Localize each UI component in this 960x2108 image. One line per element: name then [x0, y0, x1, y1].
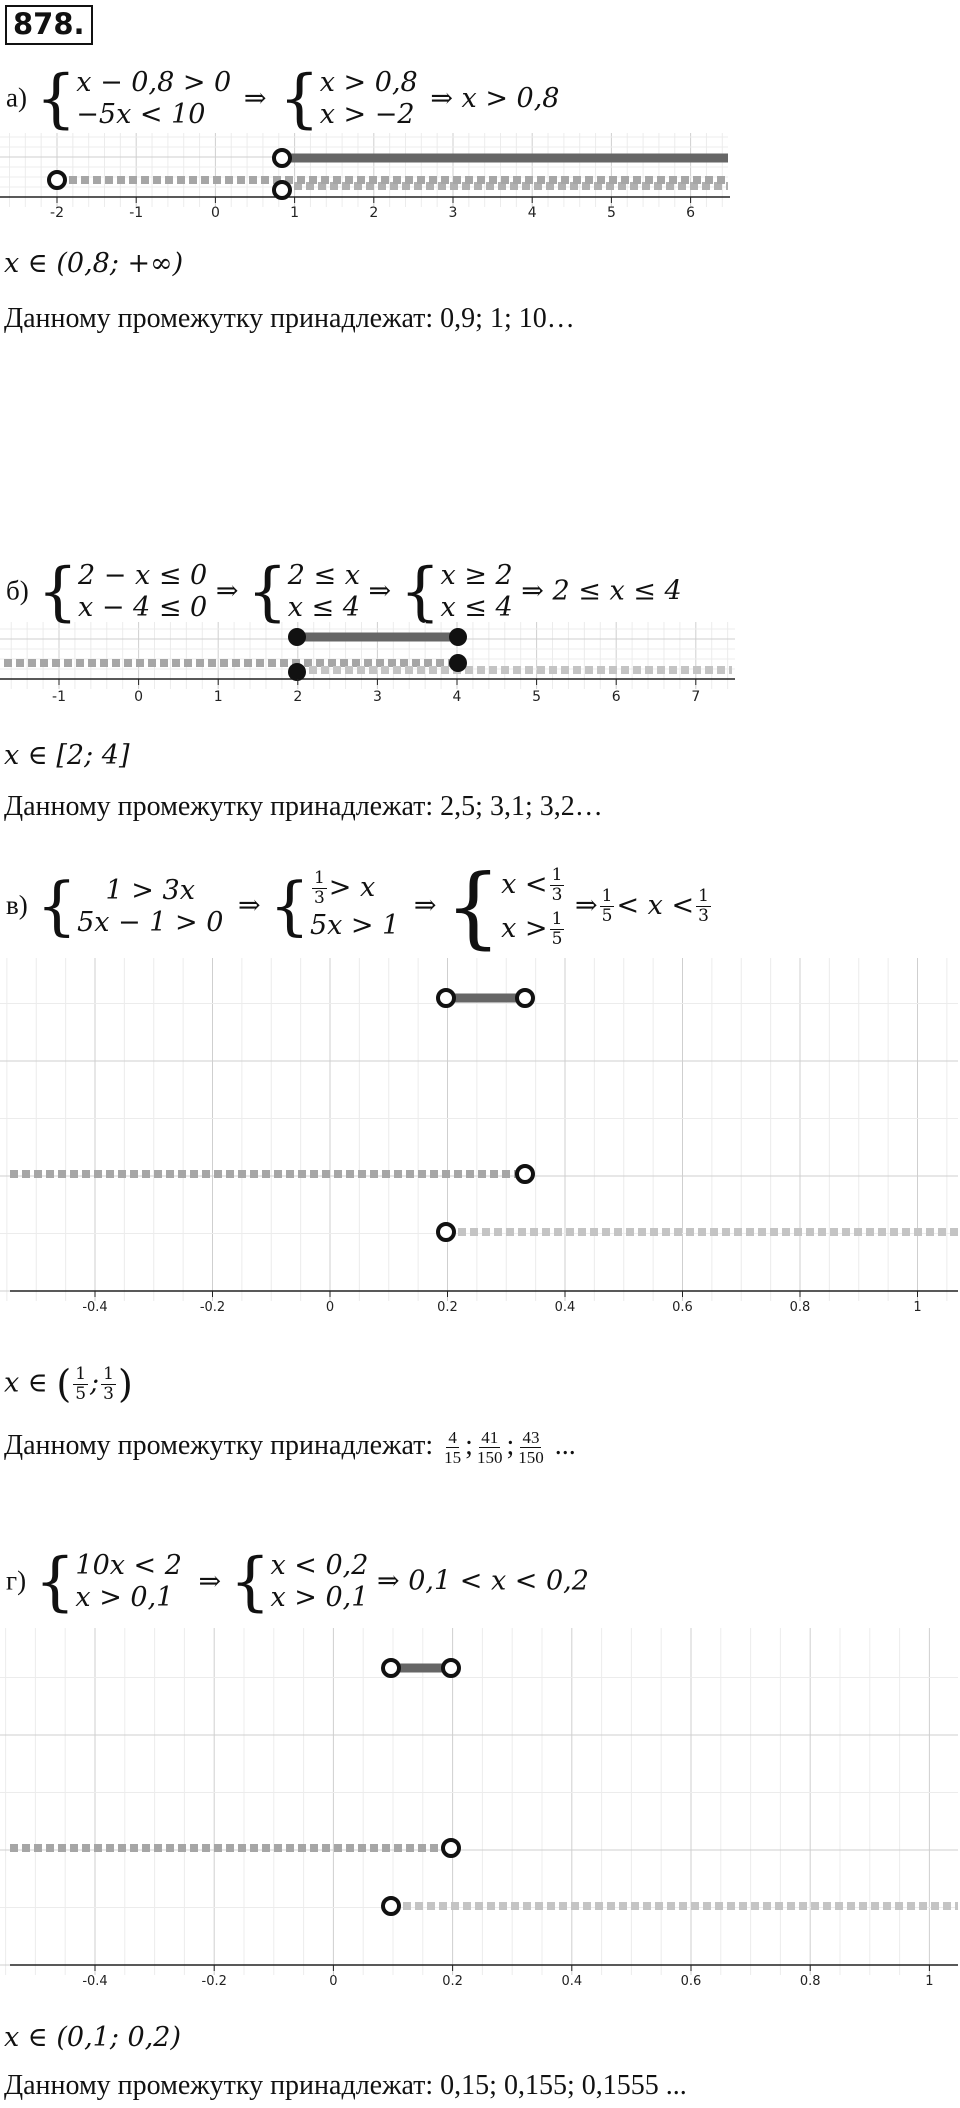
b-step3-1: x ≥ 2 — [440, 560, 513, 591]
tick-label: -0.2 — [201, 1974, 227, 1989]
c-step2-1: $\frac{1}{3}$ > x — [313, 868, 376, 908]
belongs-c-frac-2: $\frac{41}{150}$ — [476, 1428, 503, 1467]
tick-label: 2 — [369, 205, 379, 221]
open-point-fifth-bottom — [438, 1224, 454, 1240]
d-ineq-2: x > 0,1 — [75, 1582, 174, 1613]
tick-labels-c — [82, 1291, 921, 1315]
number-line-a — [0, 125, 740, 235]
d-result: ⇒ 0,1 < x < 0,2 — [377, 1565, 589, 1597]
tick-label: -1 — [52, 689, 66, 705]
system-a: а) { x − 0,8 > 0 −5x < 10 ⇒ { x > 0,8 x > −2 ⇒ x > 0,8 — [6, 62, 560, 136]
system-d: г) { 10x < 2 x > 0,1 ⇒ { x < 0,2 x > 0,1 ⇒ 0,1 < x < 0,2 — [6, 1545, 589, 1619]
tick-label: 2 — [293, 689, 303, 705]
tick-label: 0.4 — [561, 1974, 583, 1989]
system-b: б) { 2 − x ≤ 0 x − 4 ≤ 0 ⇒ { 2 ≤ x x ≤ 4 ⇒ { x ≥ 2 x ≤ 4 ⇒ 2 ≤ x ≤ 4 — [6, 555, 682, 629]
closed-point-4-mid — [449, 654, 467, 672]
open-point-0-2-mid — [443, 1840, 459, 1856]
tick-label: -1 — [129, 205, 144, 221]
answer-c: x ∈ ( $\frac{1}{5}$ ; $\frac{1}{3}$ ) — [4, 1362, 133, 1406]
belongs-a: Данному промежутку принадлежат: 0,9; 1; 10… — [4, 303, 575, 334]
tick-label: 0.8 — [789, 1300, 811, 1315]
tick-label: 0.6 — [672, 1300, 693, 1315]
answer-c-frac-2: $\frac{1}{3}$ — [103, 1363, 114, 1404]
b-step3-2: x ≤ 4 — [440, 592, 513, 623]
answer-a: x ∈ (0,8; +∞) — [4, 248, 184, 279]
system-c: в) { 1 > 3x 5x − 1 > 0 ⇒ { $\frac{1}{3}$ > x 5x > 1 ⇒ { x < $\frac{1}{3}$ x > $\frac{1}{5}$ ⇒ $\frac{1}{5}$ < x < $\frac{1}{3}$ — [6, 855, 713, 958]
tick-label: 6 — [611, 689, 621, 705]
grid-d — [0, 1628, 958, 1975]
tick-label: -0.4 — [82, 1300, 108, 1315]
tick-label: 0 — [325, 1300, 335, 1315]
open-point-0-1-bottom — [383, 1898, 399, 1914]
part-a-label: а) — [6, 82, 27, 113]
grid-c — [0, 958, 958, 1301]
d-step2-2: x > 0,1 — [270, 1582, 369, 1613]
tick-label: 0.2 — [442, 1974, 463, 1989]
c-step3-1: x < $\frac{1}{3}$ — [501, 864, 563, 905]
b-step2-1: 2 ≤ x — [287, 560, 360, 591]
frac-one-third: $\frac{1}{3}$ — [313, 868, 325, 908]
d-step2-1: x < 0,2 — [270, 1550, 369, 1581]
answer-d: x ∈ (0,1; 0,2) — [4, 2022, 182, 2053]
c-step2-2: 5x > 1 — [309, 910, 400, 941]
part-b-label: б) — [6, 575, 29, 606]
b-ineq-2: x − 4 ≤ 0 — [78, 592, 208, 623]
open-point-third-top — [517, 990, 533, 1006]
tick-label: 0.2 — [437, 1300, 458, 1315]
a-simplified-2: x > −2 — [319, 99, 415, 130]
a-arrow-1: ⇒ — [243, 82, 267, 114]
tick-label: 6 — [686, 205, 696, 221]
open-point-third-mid — [517, 1166, 533, 1182]
belongs-b: Данному промежутку принадлежат: 2,5; 3,1; 3,2… — [4, 791, 603, 822]
belongs-c: Данному промежутку принадлежат: $\frac{4}{15}$ ; $\frac{41}{150}$ ; $\frac{43}{150}$ ... — [4, 1428, 576, 1467]
tick-label: 0 — [134, 689, 144, 705]
tick-label: 0.6 — [680, 1974, 702, 1989]
answer-b: x ∈ [2; 4] — [4, 740, 130, 771]
c-arrow-2: ⇒ — [413, 890, 437, 921]
tick-label: 3 — [448, 205, 458, 221]
belongs-c-frac-3: $\frac{43}{150}$ — [518, 1428, 544, 1467]
closed-point-2-bottom — [288, 663, 306, 681]
b-step2-2: x ≤ 4 — [287, 592, 360, 623]
tick-label: 4 — [527, 205, 537, 221]
tick-labels-d — [82, 1965, 933, 1989]
grid-a — [0, 133, 728, 207]
closed-point-4-top — [449, 628, 467, 646]
number-line-d — [0, 1628, 960, 1989]
b-arrow-1: ⇒ — [215, 575, 239, 607]
number-line-c — [0, 958, 960, 1315]
a-simplified-1: x > 0,8 — [319, 67, 418, 98]
part-d-label: г) — [6, 1565, 27, 1596]
tick-label: 1 — [913, 1300, 922, 1315]
a-ineq-2: −5x < 10 — [76, 99, 206, 130]
d-ineq-1: 10x < 2 — [75, 1550, 182, 1581]
tick-label: 1 — [290, 205, 300, 221]
b-ineq-1: 2 − x ≤ 0 — [78, 560, 208, 591]
open-point-fifth-top — [438, 990, 454, 1006]
tick-label: 1 — [925, 1974, 934, 1989]
tick-label: 0 — [329, 1974, 338, 1989]
tick-label: 0 — [210, 205, 220, 221]
b-result: ⇒ 2 ≤ x ≤ 4 — [521, 575, 682, 607]
tick-label: -2 — [50, 205, 64, 221]
tick-label: 5 — [606, 205, 616, 221]
tick-label: -0.2 — [199, 1300, 226, 1315]
d-arrow-1: ⇒ — [198, 1565, 222, 1597]
c-ineq-1: 1 > 3x — [105, 874, 195, 906]
answer-c-frac-1: $\frac{1}{5}$ — [75, 1363, 87, 1404]
b-arrow-2: ⇒ — [368, 575, 392, 607]
belongs-d: Данному промежутку принадлежат: 0,15; 0,155; 0,1555 ... — [4, 2070, 687, 2101]
tick-labels-b — [52, 679, 700, 705]
task-number: 878. — [5, 5, 93, 45]
c-result: ⇒ $\frac{1}{5}$ < x < $\frac{1}{3}$ — [574, 886, 709, 926]
tick-label: 4 — [452, 689, 462, 705]
tick-label: 7 — [691, 689, 701, 705]
open-point-0-8-bottom — [274, 182, 290, 198]
c-ineq-2: 5x − 1 > 0 — [77, 906, 224, 938]
c-step3-2: x > $\frac{1}{5}$ — [501, 908, 563, 949]
c-arrow-1: ⇒ — [238, 890, 261, 921]
open-point-0-2-top — [443, 1660, 459, 1676]
tick-label: -0.4 — [82, 1974, 108, 1989]
a-ineq-1: x − 0,8 > 0 — [76, 67, 232, 98]
open-point-minus2 — [49, 172, 65, 188]
closed-point-2-top — [288, 628, 306, 646]
tick-label: 0.8 — [799, 1974, 821, 1989]
tick-label: 5 — [532, 689, 542, 705]
tick-label: 1 — [213, 689, 223, 705]
tick-label: 3 — [372, 689, 382, 705]
open-point-0-1-top — [383, 1660, 399, 1676]
tick-labels-a — [50, 197, 695, 221]
number-line-b — [0, 622, 740, 730]
open-point-0-8-top — [274, 150, 290, 166]
a-result: ⇒ x > 0,8 — [430, 82, 560, 114]
part-c-label: в) — [6, 890, 28, 920]
tick-label: 0.4 — [554, 1300, 576, 1315]
belongs-c-frac-1: $\frac{4}{15}$ — [444, 1428, 462, 1467]
